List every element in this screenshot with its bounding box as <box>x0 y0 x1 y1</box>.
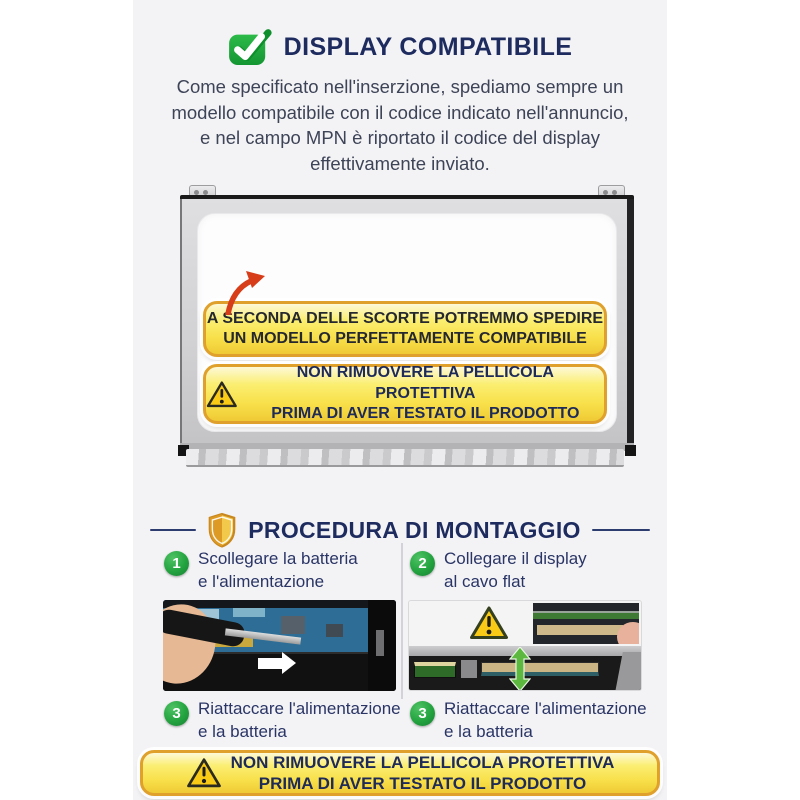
photo-top-half <box>409 601 641 646</box>
warning-triangle-icon <box>469 605 509 641</box>
hinge-area <box>368 600 396 691</box>
step-line: al cavo flat <box>444 572 526 591</box>
film-warning-banner <box>203 364 607 424</box>
step-3-left-badge: 3 <box>164 701 189 726</box>
step-2-badge: 2 <box>410 551 435 576</box>
photo-connect-flat-cable <box>408 600 642 691</box>
banner-line: NON RIMUOVERE LA PELLICOLA PROTETTIVA <box>230 753 615 772</box>
procedure-title: PROCEDURA DI MONTAGGIO <box>248 516 581 543</box>
step-line: Scollegare la batteria <box>198 549 358 568</box>
intro-text <box>133 74 667 176</box>
step-line: Riattaccare l'alimentazione <box>444 699 647 718</box>
heading-rule-right <box>592 529 650 532</box>
panel-right-edge <box>627 199 634 449</box>
bezel-shadow <box>163 600 396 608</box>
panel-corner-right <box>625 445 636 456</box>
photo-disconnect-battery <box>163 600 396 691</box>
green-double-arrow-icon <box>509 647 531 691</box>
page-title: DISPLAY COMPATIBILE <box>283 32 573 61</box>
step-2-label <box>444 547 587 593</box>
header <box>133 24 667 70</box>
banner-line: PRIMA DI AVER TESTATO IL PRODOTTO <box>258 774 587 793</box>
intro-line: modello compatibile con il codice indicato nell'annuncio, <box>171 101 629 123</box>
intro-line: effettivamente inviato. <box>310 152 490 174</box>
banner-line: PRIMA DI AVER TESTATO IL PRODOTTO <box>271 405 580 423</box>
footer-warning-banner <box>140 750 660 796</box>
step-line: e l'alimentazione <box>198 572 325 591</box>
connector-inset-photo <box>533 603 639 644</box>
warning-triangle-icon <box>186 757 222 789</box>
green-check-icon <box>228 28 272 66</box>
flat-cable-connector <box>481 662 599 676</box>
step-1-label <box>198 547 358 593</box>
step-line: Collegare il display <box>444 549 587 568</box>
step-1-badge: 1 <box>164 551 189 576</box>
steps-divider <box>401 543 403 699</box>
panel-foil-strip <box>186 449 624 467</box>
heading-rule-left <box>150 529 196 532</box>
banner-line: A SECONDA DELLE SCORTE POTREMMO SPEDIRE <box>206 309 604 327</box>
white-right-arrow-icon <box>258 652 296 674</box>
banner-line: NON RIMUOVERE LA PELLICOLA PROTETTIVA <box>296 364 554 402</box>
step-line: e la batteria <box>198 722 287 741</box>
procedure-heading <box>133 510 667 550</box>
gold-shield-icon <box>207 512 237 548</box>
step-line: Riattaccare l'alimentazione <box>198 699 401 718</box>
step-line: e la batteria <box>444 722 533 741</box>
step-3-left-label <box>198 697 401 743</box>
warning-triangle-icon <box>206 380 238 409</box>
step-3-right-badge: 3 <box>410 701 435 726</box>
red-curved-arrow-icon <box>221 271 265 315</box>
left-connector <box>414 662 456 678</box>
banner-line: UN MODELLO PERFETTAMENTE COMPATIBILE <box>223 330 587 347</box>
intro-line: Come specificato nell'inserzione, spediamo sempre un <box>176 76 624 97</box>
step-3-right-label <box>444 697 647 743</box>
intro-line: e nel campo MPN è riportato il codice del display <box>200 127 600 148</box>
